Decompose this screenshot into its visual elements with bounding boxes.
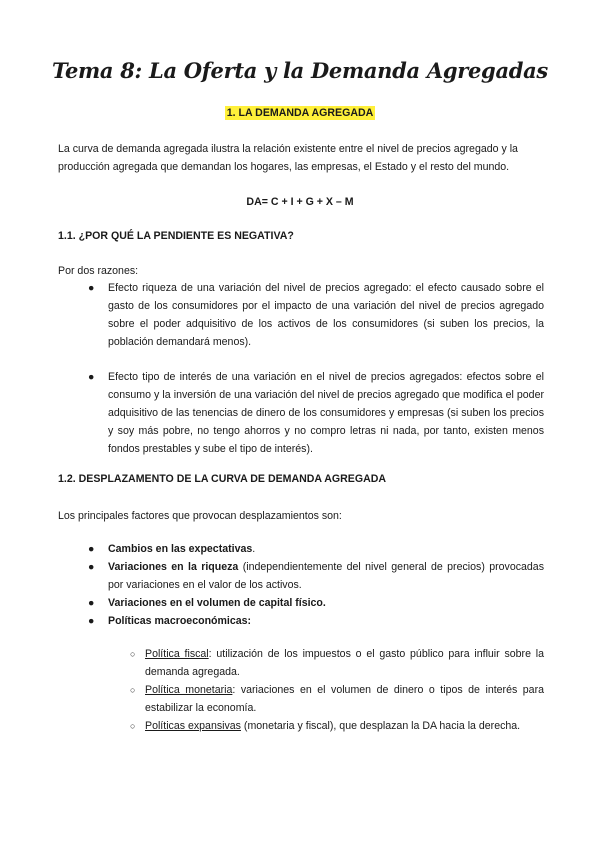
bullet-icon: ● — [88, 615, 95, 627]
factor-rest: . — [252, 543, 256, 555]
section-1-1-lead: Por dos razones: — [58, 265, 139, 277]
bullet-icon: ● — [88, 543, 95, 555]
section-1-1-heading: 1.1. ¿POR QUÉ LA PENDIENTE ES NEGATIVA? — [58, 230, 294, 242]
bullet-icon: ● — [88, 597, 95, 609]
list-item — [130, 717, 544, 735]
list-item — [58, 540, 544, 558]
list-item — [58, 558, 544, 594]
section-1-2-heading: 1.2. DESPLAZAMENTO DE LA CURVA DE DEMANDA AGREGADA — [58, 473, 387, 485]
section-1-heading-text: 1. LA DEMANDA AGREGADA — [226, 107, 374, 119]
section-1-heading — [0, 104, 600, 122]
policy-rest: : utilización de los impuestos o el gasto público para influir sobre la demanda agregada. — [145, 648, 545, 678]
reasons-list — [58, 279, 544, 351]
list-item — [130, 645, 544, 681]
policies-list — [130, 645, 544, 735]
factor-bold: Variaciones en la riqueza — [108, 561, 239, 573]
factor-rest: . — [322, 597, 326, 609]
section-1-2-lead: Los principales factores que provocan desplazamientos son: — [58, 510, 342, 522]
reason-text: Efecto riqueza de una variación del nivel de precios agregado: el efecto causado sobre el gasto de los consumidores por el impacto de una variación del nivel de precios agregado sobre el poder adquisitivo de los activos de los consumidores (si suben los precios, la población demandará menos). — [108, 282, 544, 348]
factor-bold: Políticas macroeconómicas: — [108, 615, 252, 627]
demand-formula: DA= C + I + G + X – M — [246, 196, 354, 208]
circle-bullet-icon: ○ — [130, 685, 136, 695]
document-title: Tema 8: La Oferta y la Demanda Agregadas — [52, 58, 548, 83]
circle-bullet-icon: ○ — [130, 649, 136, 659]
factor-bold: Variaciones en el volumen de capital físico — [108, 597, 323, 609]
reasons-list-2 — [58, 368, 544, 458]
bullet-icon: ● — [88, 561, 95, 573]
policy-term: Política fiscal — [145, 648, 209, 660]
list-item — [130, 681, 544, 717]
factor-rest: (independientemente del nivel general de precios) provocadas por variaciones en el valor de los activos. — [108, 561, 544, 591]
factors-list — [58, 540, 544, 630]
reason-text: Efecto tipo de interés de una variación en el nivel de precios agregados: efectos sobre el consumo y la inversión de una variación del nivel de precios agregado que modifica el poder adquisitivo de las tenencias de dinero de los consumidores y empresas (si suben los precios y soy más pobre, no tengo ahorros y no compro letras ni nada, por tanto, existen menos fondos prestables y sube el tipo de interés). — [108, 371, 544, 455]
policy-rest: : variaciones en el volumen de dinero o tipos de interés para estabilizar la economía. — [145, 684, 544, 714]
factor-bold: Cambios en las expectativas — [108, 543, 253, 555]
section-1-intro: La curva de demanda agregada ilustra la relación existente entre el nivel de precios agregado y la producción agregada que demandan los hogares, las empresas, el Estado y el resto del mundo. — [58, 143, 518, 173]
list-item — [58, 612, 544, 630]
list-item — [58, 368, 544, 458]
circle-bullet-icon: ○ — [130, 721, 136, 731]
list-item — [58, 279, 544, 351]
policy-rest: (monetaria y fiscal), que desplazan la DA hacia la derecha. — [240, 720, 521, 732]
bullet-icon: ● — [88, 371, 95, 383]
list-item — [58, 594, 544, 612]
policy-term: Política monetaria — [145, 684, 233, 696]
policy-term: Políticas expansivas — [145, 720, 241, 732]
bullet-icon: ● — [88, 282, 95, 294]
